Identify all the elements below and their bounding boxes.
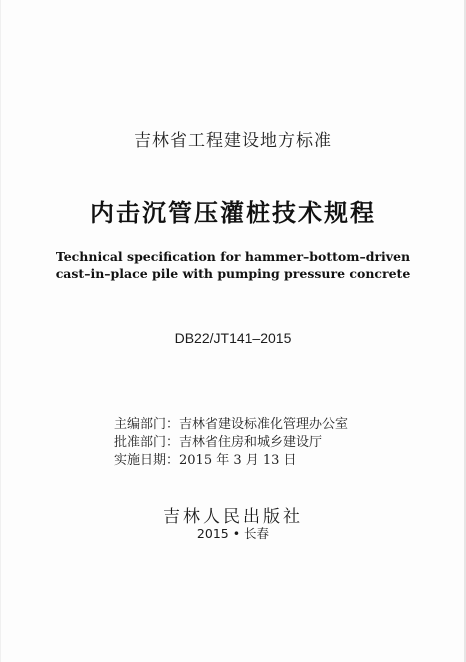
title-english [0,248,466,282]
info-block [114,416,348,470]
editor-department: 主编部门：吉林省建设标准化管理办公室 [114,417,349,432]
standard-code: DB22/JT141–2015 [174,330,292,346]
standard-type: 吉林省工程建设地方标准 [134,131,332,151]
publisher: 吉林人民出版社 [163,507,303,527]
title-english-line-1: Technical specification for hammer–bottom–driven [55,249,411,264]
title-english-line-2: cast–in–place pile with pumping pressure concrete [55,266,411,281]
title-chinese: 内击沉管压灌桩技术规程 [90,199,376,227]
implementation-date: 实施日期：2015 年 3 月 13 日 [114,453,297,468]
publish-place-year: 2015 • 长春 [196,526,270,541]
approving-department: 批准部门：吉林省住房和城乡建设厅 [114,435,323,450]
